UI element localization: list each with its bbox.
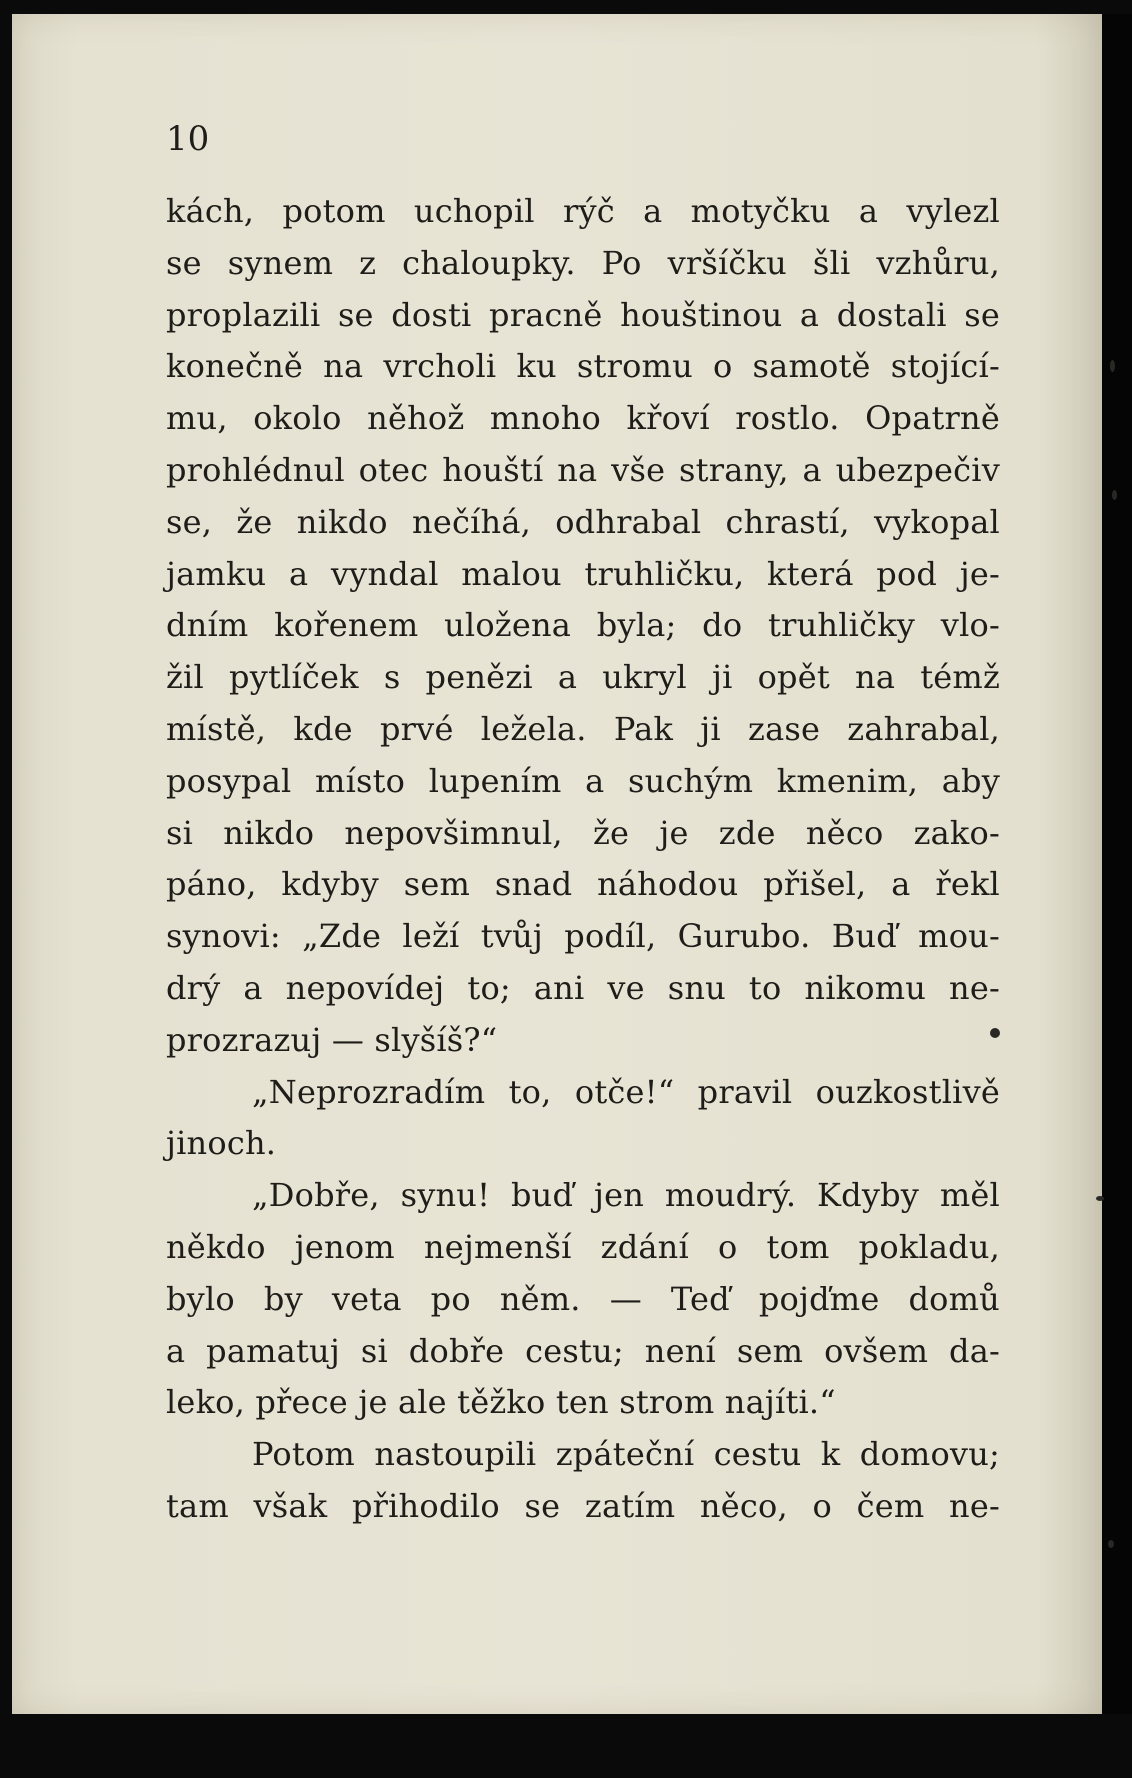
ink-speck: [1112, 490, 1117, 500]
text-line: si nikdo nepovšimnul, že je zde něco zako-: [166, 813, 1000, 852]
text-line: tam však přihodilo se zatím něco, o čem ne-: [166, 1486, 1000, 1525]
page-edge-shadow: [1102, 14, 1132, 1714]
text-line: prohlédnul otec houští na vše strany, a ubezpečiv: [166, 450, 1000, 489]
text-line: jinoch.: [166, 1124, 277, 1163]
text-line: prozrazuj — slyšíš?“: [166, 1020, 498, 1059]
text-line: posypal místo lupením a suchým kmenim, aby: [166, 761, 1000, 800]
text-line: „Neprozradím to, otče!“ pravil ouzkostlivě: [252, 1072, 1000, 1111]
page-number: 10: [166, 119, 210, 159]
text-line: „Dobře, synu! buď jen moudrý. Kdyby měl: [252, 1176, 1000, 1215]
text-line: konečně na vrcholi ku stromu o samotě stojící-: [166, 347, 1000, 386]
text-line: jamku a vyndal malou truhličku, která pod je-: [166, 554, 1000, 593]
ink-speck: [1108, 1540, 1114, 1548]
text-line: místě, kde prvé ležela. Pak ji zase zahrabal,: [166, 709, 1000, 748]
ink-speck: [1110, 360, 1115, 372]
text-line: se synem z chaloupky. Po vršíčku šli vzhůru,: [166, 243, 1000, 282]
text-line: žil pytlíček s penězi a ukryl ji opět na témž: [166, 658, 1000, 697]
body-text: [166, 186, 1000, 1533]
text-line: se, že nikdo nečíhá, odhrabal chrastí, vykopal: [166, 502, 1000, 541]
text-line: leko, přece je ale těžko ten strom najíti.“: [166, 1383, 836, 1422]
text-line: páno, kdyby sem snad náhodou přišel, a řekl: [166, 865, 1000, 904]
text-line: mu, okolo něhož mnoho křoví rostlo. Opatrně: [166, 399, 1000, 438]
ink-speck: [1096, 1196, 1104, 1201]
text-line: bylo by veta po něm. — Teď pojďme domů: [166, 1279, 1000, 1318]
text-line: Potom nastoupili zpáteční cestu k domovu;: [252, 1435, 1000, 1474]
text-line: a pamatuj si dobře cestu; není sem ovšem da-: [166, 1331, 1000, 1370]
text-line: proplazili se dosti pracně houštinou a dostali se: [166, 295, 1000, 334]
text-line: kách, potom uchopil rýč a motyčku a vylezl: [166, 192, 1000, 230]
ink-speck: [990, 1028, 1000, 1038]
text-line: drý a nepovídej to; ani ve snu to nikomu ne-: [166, 968, 1000, 1007]
text-line: někdo jenom nejmenší zdání o tom pokladu,: [166, 1227, 1000, 1266]
text-line: dním kořenem uložena byla; do truhličky vlo-: [166, 606, 1000, 645]
text-line: synovi: „Zde leží tvůj podíl, Gurubo. Buď mou-: [166, 917, 1000, 956]
